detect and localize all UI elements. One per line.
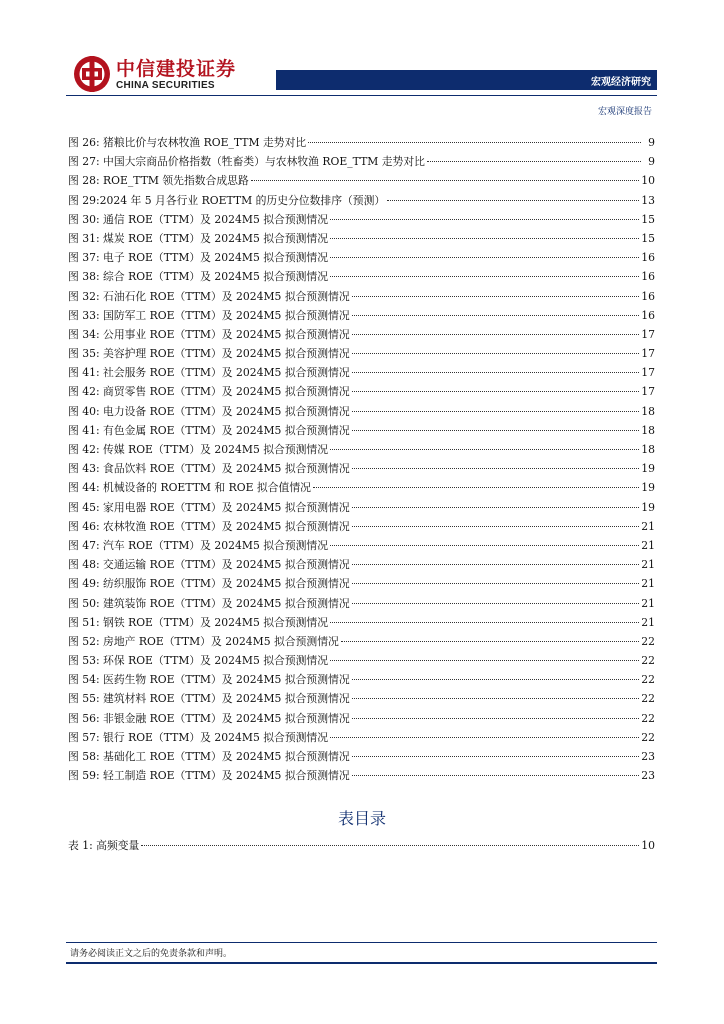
toc-entry-label: 图 54: 医药生物 ROE（TTM）及 2024M5 拟合预测情况 bbox=[68, 673, 350, 687]
dot-leader bbox=[352, 679, 640, 680]
toc-entry-page: 18 bbox=[641, 404, 655, 418]
toc-entry-label: 图 41: 社会服务 ROE（TTM）及 2024M5 拟合预测情况 bbox=[68, 366, 350, 380]
toc-entry-page: 18 bbox=[641, 423, 655, 437]
toc-entry-page: 22 bbox=[641, 730, 655, 744]
dot-leader bbox=[330, 660, 639, 661]
dot-leader bbox=[427, 161, 641, 162]
toc-entry-label: 图 51: 钢铁 ROE（TTM）及 2024M5 拟合预测情况 bbox=[68, 615, 329, 629]
toc-entry-label: 图 52: 房地产 ROE（TTM）及 2024M5 拟合预测情况 bbox=[68, 634, 339, 648]
toc-entry-page: 22 bbox=[641, 634, 655, 648]
toc-entry[interactable] bbox=[68, 363, 655, 382]
toc-entry[interactable] bbox=[68, 517, 655, 536]
toc-entry[interactable] bbox=[68, 728, 655, 747]
toc-entry-page: 19 bbox=[641, 481, 655, 495]
toc-entry-page: 22 bbox=[641, 692, 655, 706]
toc-entry-label: 图 31: 煤炭 ROE（TTM）及 2024M5 拟合预测情况 bbox=[68, 231, 329, 245]
header-band bbox=[276, 70, 657, 90]
dot-leader bbox=[308, 142, 641, 143]
header-divider bbox=[66, 95, 657, 96]
dot-leader bbox=[341, 641, 639, 642]
toc-entry-page: 15 bbox=[641, 212, 655, 226]
toc-entry-page: 21 bbox=[641, 596, 655, 610]
toc-entry-page: 23 bbox=[641, 769, 655, 783]
dot-leader bbox=[330, 257, 639, 258]
toc-entry-label: 图 53: 环保 ROE（TTM）及 2024M5 拟合预测情况 bbox=[68, 654, 329, 668]
toc-entry-label: 图 32: 石油石化 ROE（TTM）及 2024M5 拟合预测情况 bbox=[68, 289, 350, 303]
toc-entry-page: 9 bbox=[648, 136, 655, 149]
toc-entry[interactable] bbox=[68, 191, 655, 210]
toc-entry-page: 17 bbox=[641, 327, 655, 341]
toc-entry-label: 图 34: 公用事业 ROE（TTM）及 2024M5 拟合预测情况 bbox=[68, 327, 350, 341]
toc-entry[interactable] bbox=[68, 651, 655, 670]
toc-entry[interactable] bbox=[68, 836, 655, 855]
toc-entry[interactable] bbox=[68, 133, 655, 152]
toc-entry[interactable] bbox=[68, 382, 655, 401]
toc-entry-label: 图 47: 汽车 ROE（TTM）及 2024M5 拟合预测情况 bbox=[68, 538, 329, 552]
disclaimer-text: 请务必阅读正文之后的免责条款和声明。 bbox=[70, 949, 233, 959]
toc-entry[interactable] bbox=[68, 440, 655, 459]
toc-entry[interactable] bbox=[68, 478, 655, 497]
toc-entry-page: 23 bbox=[641, 750, 655, 763]
toc-entry[interactable] bbox=[68, 632, 655, 651]
dot-leader bbox=[387, 200, 639, 201]
dot-leader bbox=[352, 411, 640, 412]
toc-entry-label: 图 58: 基础化工 ROE（TTM）及 2024M5 拟合预测情况 bbox=[68, 750, 350, 763]
toc-entry[interactable] bbox=[68, 689, 655, 708]
dot-leader bbox=[330, 219, 639, 220]
dot-leader bbox=[330, 238, 639, 239]
toc-entry[interactable] bbox=[68, 152, 655, 171]
dot-leader bbox=[352, 507, 640, 508]
toc-entry-label: 图 43: 食品饮料 ROE（TTM）及 2024M5 拟合预测情况 bbox=[68, 462, 350, 476]
toc-entry-page: 21 bbox=[641, 577, 655, 591]
toc-entry-page: 15 bbox=[641, 231, 655, 245]
toc-entry-label: 图 40: 电力设备 ROE（TTM）及 2024M5 拟合预测情况 bbox=[68, 404, 350, 418]
toc-entry[interactable] bbox=[68, 498, 655, 517]
toc-entry-page: 16 bbox=[641, 270, 655, 284]
toc-entry-page: 16 bbox=[641, 289, 655, 303]
toc-entry[interactable] bbox=[68, 613, 655, 632]
toc-entry-label: 图 46: 农林牧渔 ROE（TTM）及 2024M5 拟合预测情况 bbox=[68, 519, 350, 533]
dot-leader bbox=[352, 391, 640, 392]
toc-entry-label: 图 42: 传媒 ROE（TTM）及 2024M5 拟合预测情况 bbox=[68, 443, 329, 456]
toc-entry-label: 图 50: 建筑装饰 ROE（TTM）及 2024M5 拟合预测情况 bbox=[68, 596, 350, 610]
citic-logo-icon bbox=[72, 54, 112, 94]
dot-leader bbox=[352, 334, 640, 335]
toc-entry-label: 图 30: 通信 ROE（TTM）及 2024M5 拟合预测情况 bbox=[68, 212, 329, 226]
toc-entry[interactable] bbox=[68, 229, 655, 248]
dot-leader bbox=[141, 845, 639, 846]
dot-leader bbox=[330, 276, 639, 277]
dot-leader bbox=[352, 698, 640, 699]
toc-entry-label: 图 28: ROE_TTM 领先指数合成思路 bbox=[68, 174, 249, 188]
toc-entry-label: 表 1: 高频变量 bbox=[68, 839, 140, 852]
toc-entry[interactable] bbox=[68, 171, 655, 190]
toc-entry-page: 21 bbox=[641, 538, 655, 552]
page-header bbox=[0, 0, 724, 117]
toc-entry-page: 10 bbox=[641, 839, 655, 852]
toc-entry-page: 17 bbox=[641, 347, 655, 361]
toc-entry-label: 图 57: 银行 ROE（TTM）及 2024M5 拟合预测情况 bbox=[68, 730, 329, 744]
toc-entry-page: 19 bbox=[641, 500, 655, 514]
footer-divider-top bbox=[66, 942, 657, 943]
toc-entry[interactable] bbox=[68, 670, 655, 689]
toc-entry-page: 13 bbox=[641, 193, 655, 207]
toc-entry-label: 图 27: 中国大宗商品价格指数（牲畜类）与农林牧渔 ROE_TTM 走势对比 bbox=[68, 155, 425, 169]
toc-entry-label: 图 26: 猪粮比价与农林牧渔 ROE_TTM 走势对比 bbox=[68, 136, 307, 149]
toc-entry[interactable] bbox=[68, 574, 655, 593]
toc-entry-label: 图 55: 建筑材料 ROE（TTM）及 2024M5 拟合预测情况 bbox=[68, 692, 350, 706]
dot-leader bbox=[352, 583, 640, 584]
toc-entry-label: 图 59: 轻工制造 ROE（TTM）及 2024M5 拟合预测情况 bbox=[68, 769, 350, 783]
toc-entry-page: 10 bbox=[641, 174, 655, 188]
toc-entry[interactable] bbox=[68, 709, 655, 728]
toc-entry-page: 21 bbox=[641, 558, 655, 572]
toc-entry-label: 图 29:2024 年 5 月各行业 ROETTM 的历史分位数排序（预测） bbox=[68, 193, 386, 207]
toc-entry-label: 图 33: 国防军工 ROE（TTM）及 2024M5 拟合预测情况 bbox=[68, 308, 350, 322]
toc-entry-page: 17 bbox=[641, 366, 655, 380]
dot-leader bbox=[352, 353, 640, 354]
toc-entry-page: 21 bbox=[641, 519, 655, 533]
toc-entry-label: 图 35: 美容护理 ROE（TTM）及 2024M5 拟合预测情况 bbox=[68, 347, 350, 361]
brand-name-cn: 中信建投证券 bbox=[116, 58, 237, 80]
toc-entry-page: 22 bbox=[641, 711, 655, 725]
dot-leader bbox=[352, 468, 640, 469]
dot-leader bbox=[352, 315, 640, 316]
dot-leader bbox=[330, 737, 639, 738]
toc-entry-page: 21 bbox=[641, 615, 655, 629]
dot-leader bbox=[330, 545, 639, 546]
toc-entry[interactable] bbox=[68, 555, 655, 574]
dot-leader bbox=[330, 622, 639, 623]
report-category: 宏观经济研究 bbox=[591, 77, 651, 88]
toc-entry-page: 16 bbox=[641, 308, 655, 322]
toc-entry-page: 9 bbox=[648, 155, 655, 169]
toc-entry-label: 图 48: 交通运输 ROE（TTM）及 2024M5 拟合预测情况 bbox=[68, 558, 350, 572]
toc-entry[interactable] bbox=[68, 536, 655, 555]
dot-leader bbox=[352, 430, 640, 431]
toc-entry-label: 图 38: 综合 ROE（TTM）及 2024M5 拟合预测情况 bbox=[68, 270, 329, 284]
toc-entry-label: 图 45: 家用电器 ROE（TTM）及 2024M5 拟合预测情况 bbox=[68, 500, 350, 514]
toc-entry-page: 18 bbox=[641, 443, 655, 456]
toc-entry[interactable] bbox=[68, 267, 655, 286]
dot-leader bbox=[352, 756, 640, 757]
toc-entry-label: 图 44: 机械设备的 ROETTM 和 ROE 拟合值情况 bbox=[68, 481, 311, 495]
toc-entry[interactable] bbox=[68, 594, 655, 613]
toc-entry[interactable] bbox=[68, 210, 655, 229]
toc-entry[interactable] bbox=[68, 287, 655, 306]
figure-list bbox=[68, 133, 655, 785]
dot-leader bbox=[352, 718, 640, 719]
toc-entry[interactable] bbox=[68, 344, 655, 363]
dot-leader bbox=[352, 296, 640, 297]
dot-leader bbox=[352, 372, 640, 373]
toc-entry[interactable] bbox=[68, 248, 655, 267]
dot-leader bbox=[352, 775, 640, 776]
toc-entry[interactable] bbox=[68, 402, 655, 421]
toc-entry-page: 22 bbox=[641, 673, 655, 687]
toc-entry[interactable] bbox=[68, 747, 655, 766]
toc-entry-page: 19 bbox=[641, 462, 655, 476]
toc-entry-page: 22 bbox=[641, 654, 655, 668]
toc-entry-label: 图 42: 商贸零售 ROE（TTM）及 2024M5 拟合预测情况 bbox=[68, 385, 350, 399]
toc-entry-label: 图 37: 电子 ROE（TTM）及 2024M5 拟合预测情况 bbox=[68, 251, 329, 265]
toc-entry[interactable] bbox=[68, 306, 655, 325]
table-list bbox=[68, 836, 655, 855]
table-list-title: 表目录 bbox=[337, 809, 386, 828]
dot-leader bbox=[313, 487, 639, 488]
toc-entry-label: 图 41: 有色金属 ROE（TTM）及 2024M5 拟合预测情况 bbox=[68, 423, 350, 437]
dot-leader bbox=[352, 526, 640, 527]
dot-leader bbox=[352, 564, 640, 565]
toc-entry-label: 图 49: 纺织服饰 ROE（TTM）及 2024M5 拟合预测情况 bbox=[68, 577, 350, 591]
toc-entry-page: 16 bbox=[641, 251, 655, 265]
toc-entry[interactable] bbox=[68, 421, 655, 440]
report-type: 宏观深度报告 bbox=[597, 107, 652, 117]
toc-entry-label: 图 56: 非银金融 ROE（TTM）及 2024M5 拟合预测情况 bbox=[68, 711, 350, 725]
toc-entry-page: 17 bbox=[641, 385, 655, 399]
toc-entry[interactable] bbox=[68, 766, 655, 785]
brand-name-en: CHINA SECURITIES bbox=[116, 80, 215, 91]
dot-leader bbox=[251, 180, 639, 181]
dot-leader bbox=[330, 449, 639, 450]
toc-entry[interactable] bbox=[68, 459, 655, 478]
toc-entry[interactable] bbox=[68, 325, 655, 344]
footer-divider-bottom bbox=[66, 962, 657, 964]
dot-leader bbox=[352, 603, 640, 604]
